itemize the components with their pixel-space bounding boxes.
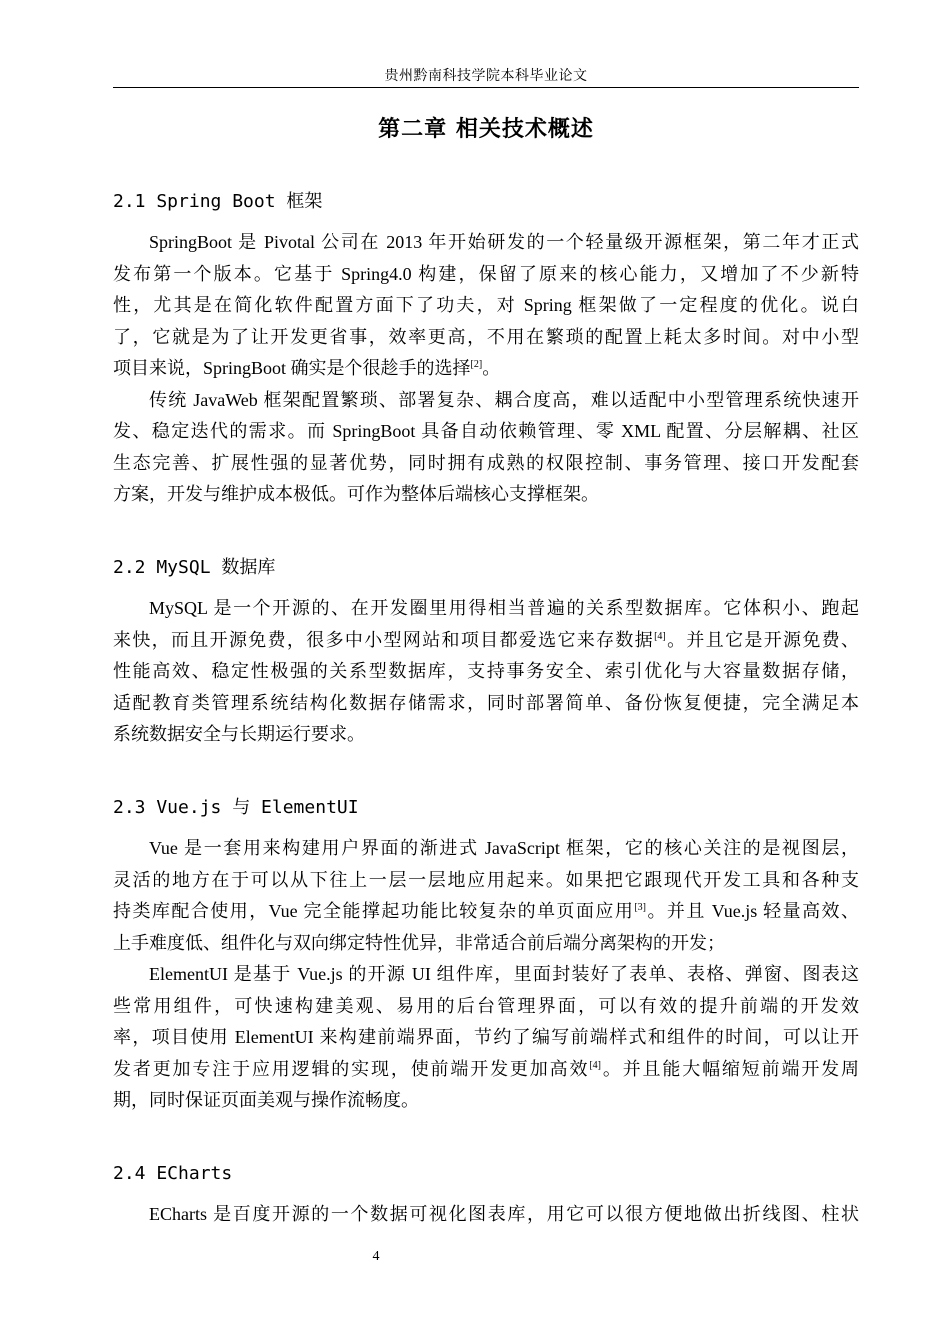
text-line: 性，尤其是在简化软件配置方面下了功夫，对 Spring 框架做了一定程度的优化。说白 — [113, 295, 859, 315]
chapter-title: 第二章 相关技术概述 — [378, 117, 594, 142]
section-heading-2-2: 2.2 MySQL 数据库 — [113, 557, 276, 578]
text-line: ElementUI 是基于 Vue.js 的开源 UI 组件库，里面封装好了表单、表格、弹窗、图表这 — [149, 964, 859, 984]
text-line — [113, 353, 859, 385]
citation-mark: [2] — [470, 359, 483, 370]
text-line: 些常用组件，可快速构建美观、易用的后台管理界面，可以有效的提升前端的开发效 — [113, 995, 859, 1016]
text-line: 系统数据安全与长期运行要求。 — [113, 724, 365, 744]
paragraph-echarts — [113, 1199, 859, 1231]
section-heading-2-3: 2.3 Vue.js 与 ElementUI — [113, 797, 359, 818]
text-line: 上手难度低、组件化与双向绑定特性优异，非常适合前后端分离架构的开发； — [113, 932, 725, 953]
page-number: 4 — [372, 1249, 380, 1264]
text-line: ECharts 是百度开源的一个数据可视化图表库，用它可以很方便地做出折线图、柱状 — [149, 1204, 859, 1224]
text-line: 适配教育类管理系统结构化数据存储需求，同时部署简单、备份恢复便捷，完全满足本 — [113, 692, 859, 713]
citation-mark: [4] — [589, 1059, 601, 1071]
text-fragment: 项目来说，SpringBoot 确实是个很趁手的选择 — [113, 358, 471, 378]
text-line: MySQL 是一个开源的、在开发圈里用得相当普遍的关系型数据库。它体积小、跑起 — [149, 598, 859, 618]
paragraph-springboot-advantages — [113, 385, 859, 511]
paragraph-mysql — [113, 593, 859, 751]
text-fragment: 。并且它是开源免费、 — [665, 629, 860, 650]
section-heading-2-4: 2.4 ECharts — [113, 1163, 233, 1184]
paragraph-vue — [113, 833, 859, 959]
section-body-2-1 — [113, 227, 859, 511]
paragraph-elementui — [113, 959, 859, 1117]
text-line: 灵活的地方在于可以从下往上一层一层地应用起来。如果把它跟现代开发工具和各种支 — [113, 869, 859, 890]
text-line — [113, 896, 859, 928]
text-line: 方案，开发与维护成本极低。可作为整体后端核心支撑框架。 — [113, 484, 599, 504]
text-line: 了，它就是为了让开发更省事，效率更高，不用在繁琐的配置上耗太多时间。对中小型 — [113, 326, 859, 347]
text-line — [113, 1054, 859, 1086]
text-line: 期，同时保证页面美观与操作流畅度。 — [113, 1090, 419, 1110]
text-line: SpringBoot 是 Pivotal 公司在 2013 年开始研发的一个轻量级开源框架，第二年才正式 — [149, 232, 859, 252]
section-body-2-3 — [113, 833, 859, 1117]
text-line: 发、稳定迭代的需求。而 SpringBoot 具备自动依赖管理、零 XML 配置、分层解耦、社区 — [113, 421, 859, 441]
text-line: 生态完善、扩展性强的显著优势，同时拥有成熟的权限控制、事务管理、接口开发配套 — [113, 452, 859, 473]
running-header-title: 贵州黔南科技学院本科毕业论文 — [384, 68, 588, 84]
text-line: Vue 是一套用来构建用户界面的渐进式 JavaScript 框架，它的核心关注的是视图层， — [149, 838, 859, 858]
paragraph-springboot-intro — [113, 227, 859, 385]
text-fragment: 。 — [482, 358, 501, 378]
text-line: 性能高效、稳定性极强的关系型数据库，支持事务安全、索引优化与大容量数据存储， — [113, 661, 859, 681]
text-line: 发布第一个版本。它基于 Spring4.0 构建，保留了原来的核心能力，又增加了不少新特 — [113, 263, 859, 284]
section-body-2-4 — [113, 1199, 859, 1231]
text-fragment: 。并且 Vue.js 轻量高效、 — [646, 901, 859, 921]
header-rule — [113, 87, 859, 88]
text-line: 传统 JavaWeb 框架配置繁琐、部署复杂、耦合度高，难以适配中小型管理系统快速开 — [149, 389, 859, 410]
text-fragment: 。并且能大幅缩短前端开发周 — [601, 1058, 860, 1079]
text-fragment: 发者更加专注于应用逻辑的实现，使前端开发更加高效 — [113, 1058, 590, 1079]
citation-mark: [4] — [654, 630, 666, 642]
text-line — [113, 625, 859, 657]
text-line: 率，项目使用 ElementUI 来构建前端界面，节约了编写前端样式和组件的时间，可以让开 — [113, 1027, 859, 1047]
section-heading-2-1: 2.1 Spring Boot 框架 — [113, 191, 323, 212]
citation-mark: [3] — [634, 902, 646, 913]
text-fragment: 来快，而且开源免费，很多中小型网站和项目都爱选它来存数据 — [113, 629, 655, 650]
section-body-2-2 — [113, 593, 859, 751]
text-fragment: 持类库配合使用，Vue 完全能撑起功能比较复杂的单页面应用 — [113, 901, 635, 921]
